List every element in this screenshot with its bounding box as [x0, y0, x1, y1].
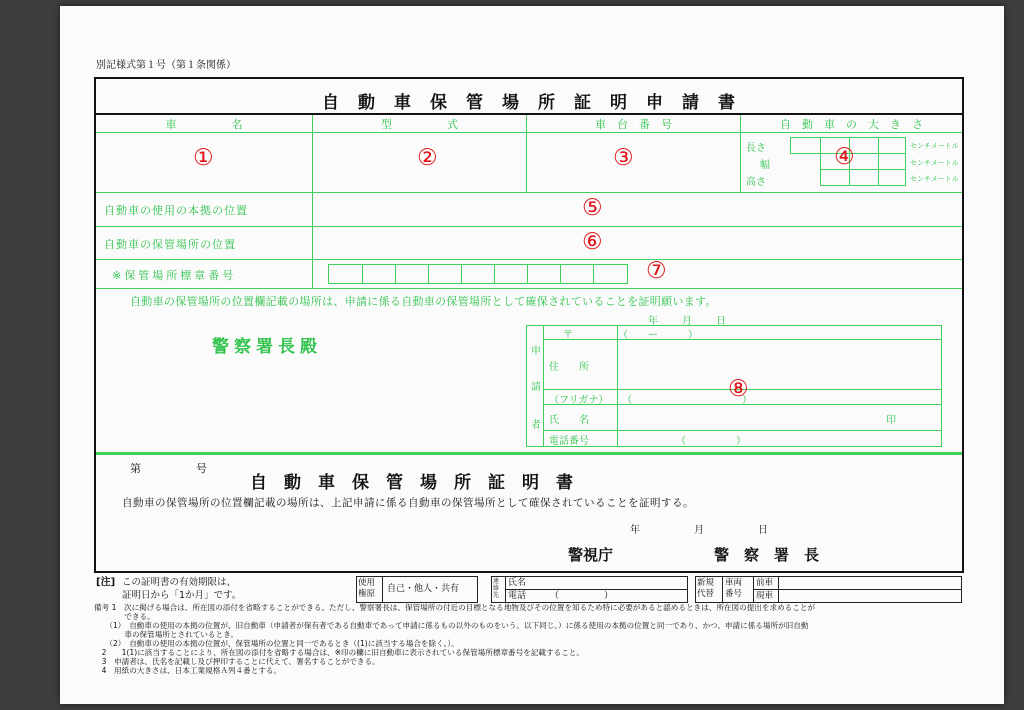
remark-line: （1） 自動車の使用の本拠の位置が、旧自動車（申請者が保有者である自動車であって申請に係るもの以外のものをいう。以下同じ。）に係る使用の本拠の位置と同一であり、かつ、申請に係る場所が旧自動 [94, 621, 809, 630]
seal-mark: 印 [886, 415, 896, 426]
width-box[interactable] [820, 153, 906, 170]
date-day: 日 [716, 316, 726, 327]
use-right-value: 自己・他人・共有 [387, 584, 460, 594]
grid-line [312, 115, 313, 288]
remark-line: 2 1(1)に該当することにより、所在図の添付を省略する場合は、※印の欄に旧自動車に表示されている保管場所標章番号を記載すること。 [94, 648, 584, 657]
address-label: 住 所 [549, 362, 589, 373]
grid-line [96, 288, 962, 289]
request-text: 自動車の保管場所の位置欄記載の場所は、申請に係る自動車の保管場所として確保されていることを証明願います。 [130, 295, 717, 308]
remark-line: 3 申請者は、氏名を記載し及び押印することに代えて、署名することができる。 [94, 657, 380, 666]
note-line-2: 証明日から「1か月」です。 [122, 590, 242, 601]
grid-line [878, 137, 879, 186]
chassis-header: 車 台 番 号 [595, 118, 672, 131]
grid-line [543, 339, 942, 340]
remarks [94, 603, 970, 675]
date-month: 月 [682, 316, 692, 327]
police-hq: 警視庁 [568, 546, 614, 564]
phone-field[interactable]: （ ） [676, 436, 746, 447]
applicant-side-3: 者 [531, 420, 541, 431]
marker-5: ⑤ [582, 195, 603, 221]
grid-line [96, 132, 962, 133]
marker-8: ⑧ [728, 376, 749, 402]
cert-day: 日 [758, 525, 768, 536]
form-title: 自 動 車 保 管 場 所 証 明 申 請 書 [322, 93, 736, 113]
size-header: 自 動 車 の 大 き さ [780, 118, 923, 131]
applicant-side-1: 申 [531, 346, 541, 357]
contact-name: 氏名 [508, 578, 527, 588]
grid-line [753, 589, 962, 590]
unit-cm-3: センチメートル [910, 175, 959, 183]
date-year: 年 [648, 316, 658, 327]
postal-code: （ ー ） [618, 330, 698, 341]
marker-6: ⑥ [582, 229, 603, 255]
grid-line [543, 430, 942, 431]
width-label: 幅 [760, 160, 770, 171]
certificate-title: 自 動 車 保 管 場 所 証 明 書 [250, 473, 573, 493]
phone-label: 電話番号 [549, 436, 589, 447]
cert-year: 年 [630, 525, 640, 536]
marker-7: ⑦ [646, 258, 667, 284]
remark-line: 備考 1 次に掲げる場合は、所在図の添付を省略することができる。ただし、警察署長は、保管場所の付近の目標となる地物及びその位置を知るため特に必要があると認めるときは、所在図の提出を求めることが [94, 603, 816, 612]
height-label: 高さ [746, 177, 766, 188]
marker-3: ③ [613, 145, 634, 171]
certificate-number: 第 号 [130, 462, 207, 475]
title-divider [96, 113, 962, 115]
name-label: 氏 名 [549, 415, 589, 426]
sticker-no-boxes[interactable] [328, 264, 628, 284]
unit-cm-2: センチメートル [910, 159, 959, 167]
form-paper [60, 6, 1004, 704]
furigana-field[interactable]: （ ） [622, 395, 752, 406]
note-label: [注] [96, 577, 116, 588]
sticker-no-label: ※保管場所標章番号 [112, 269, 237, 282]
grid-line [505, 589, 688, 590]
model-header: 型 式 [381, 118, 458, 131]
vehicle-no-label: 車両 番号 [725, 578, 743, 599]
use-location-label: 自動車の使用の本拠の位置 [104, 204, 248, 217]
cert-month: 月 [694, 525, 704, 536]
marker-4: ④ [834, 144, 855, 170]
grid-line [96, 452, 962, 455]
storage-location-label: 自動車の保管場所の位置 [104, 238, 236, 251]
form-id: 別記様式第１号（第１条関係） [96, 60, 236, 71]
current-car-label: 現車 [756, 591, 774, 601]
contact-phone-field[interactable]: （ ） [550, 591, 614, 601]
grid-line [96, 192, 962, 193]
grid-line [382, 576, 383, 603]
applicant-side-2: 請 [531, 382, 541, 393]
certificate-text: 自動車の保管場所の位置欄記載の場所は、上記申請に係る自動車の保管場所として確保されていることを証明する。 [122, 497, 694, 509]
grid-line [617, 325, 618, 447]
marker-1: ① [193, 145, 214, 171]
grid-line [96, 259, 962, 260]
unit-cm-1: センチメートル [910, 142, 959, 150]
furigana-label: （フリガナ） [549, 395, 609, 406]
grid-line [722, 576, 723, 603]
height-box[interactable] [820, 169, 906, 186]
police-chief: 警 察 署 長 [714, 546, 820, 564]
car-name-header: 車 名 [165, 118, 243, 131]
new-replace-label: 新規 代替 [697, 578, 715, 599]
grid-line [96, 226, 962, 227]
remark-line: できる。 [94, 612, 155, 621]
addressee: 警察署長殿 [212, 337, 322, 357]
prev-car-label: 前車 [756, 578, 774, 588]
remark-line: 4 用紙の大きさは、日本工業規格Ａ列４番とする。 [94, 666, 282, 675]
grid-line [543, 325, 544, 447]
postal-mark: 〒 [563, 330, 573, 341]
length-label: 長さ [746, 143, 766, 154]
contact-phone: 電話 [508, 591, 527, 601]
grid-line [820, 137, 821, 154]
remark-line: （2） 自動車の使用の本拠の位置が、保管場所の位置と同一であるとき（(1)に該当する場合を除く。）。 [94, 639, 459, 648]
contact-label: 連絡先 [493, 578, 500, 599]
note-line-1: この証明書の有効期限は、 [122, 577, 237, 588]
marker-2: ② [417, 145, 438, 171]
use-right-label: 使用 権原 [358, 578, 376, 599]
remark-line: 車の保管場所とされているとき。 [94, 630, 238, 639]
